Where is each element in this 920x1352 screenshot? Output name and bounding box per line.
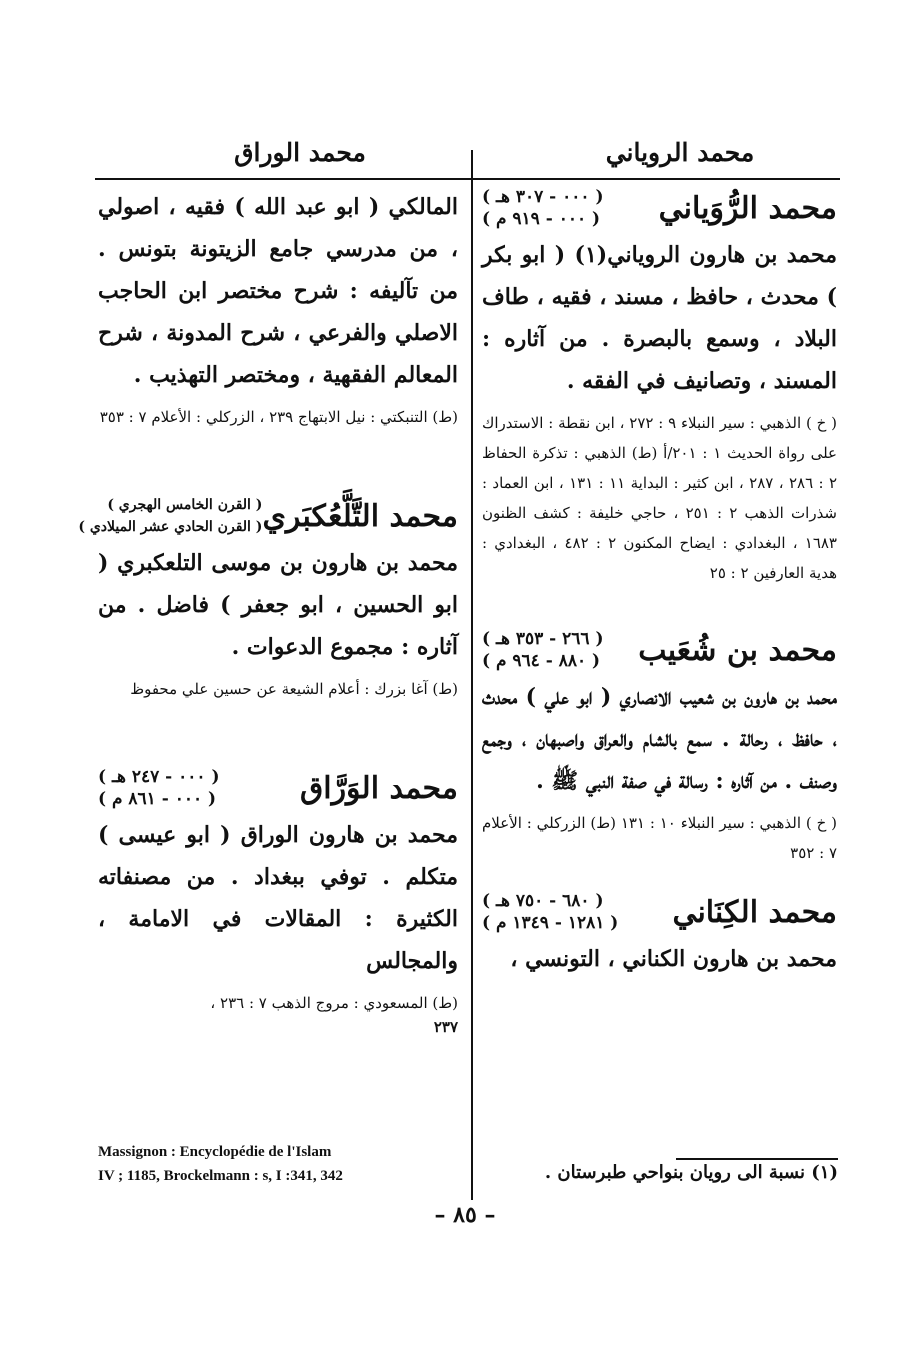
entry-references-tail: ٢٣٧ [433, 1018, 458, 1036]
entry-body: محمد بن هارون بن شعيب الانصاري ( ابو علي ) محدث ، حافظ ، رحالة . سمع بالشام والعراق واصبهان ، وجمع وصنف . من آثاره : رسالة في صفة النبي ﷺ . [482, 684, 837, 794]
entry-dates [482, 890, 618, 934]
entry-body: المالكي ( ابو عبد الله ) فقيه ، اصولي ، من مدرسي جامع الزيتونة بتونس . من تآليفه : شرح مختصر ابن الحاجب الاصلي والفرعي ، شرح المدونة ، شرح المعالم الفقهية ، ومختصر التهذيب . [98, 194, 458, 388]
entry-gap [98, 432, 458, 494]
entry-references: ( خ ) الذهبي : سير النبلاء ٩ : ٢٧٢ ، ابن نقطة : الاستدراك على رواة الحديث ١ : ٢٠١/أ (ط) الذهبي : تذكرة الحفاظ ٢ : ٢٨٦ ، ٢٨٧ ، ابن كثير : البداية ١١ : ١٣١ ، ابن العماد : شذرات الذهب ٢ : ٢٥١ ، حاجي خليفة : كشف الظنون ١٦٨٣ ، البغدادي : ايضاح المكنون ٢ : ٤٨٢ ، البغدادي : هدية العارفين ٢ : ٢٥ [482, 414, 838, 582]
dates-gregorian: ( ٠٠٠ - ٩١٩ م ) [482, 209, 601, 229]
entry-header [482, 186, 837, 230]
entry-rooyani [482, 186, 837, 588]
latin-reference-line-2: IV ; 1185, Brockelmann : s, I :341, 342 [98, 1168, 343, 1184]
running-head-right: محمد الروياني [605, 138, 755, 167]
left-column [78, 186, 458, 1036]
dates-hijri: ( ٠٠٠ - ٣٠٧ هـ ) [482, 187, 604, 207]
entry-body: محمد بن هارون بن موسى التلعكبري ( ابو الحسين ، ابو جعفر ) فاضل . من آثاره : مجموع الدعوات . [98, 550, 458, 660]
dates-hijri: ( ٦٨٠ - ٧٥٠ هـ ) [482, 891, 604, 911]
dates-gregorian: ( ٠٠٠ - ٨٦١ م ) [98, 789, 217, 809]
entry-gap [482, 868, 837, 890]
dates-hijri: ( القرن الخامس الهجري ) [107, 497, 263, 513]
entry-references: (ط) آغا بزرك : أعلام الشيعة عن حسين علي محفوظ [130, 680, 458, 698]
dates-gregorian: ( ٨٨٠ - ٩٦٤ م ) [482, 651, 601, 671]
entry-header [482, 628, 837, 672]
entry-dates [482, 628, 604, 672]
entry-talakbari [78, 494, 458, 704]
entry-warraq [98, 766, 458, 1036]
entry-dates [98, 766, 220, 810]
footnote-rule [676, 1158, 838, 1160]
entry-gap [482, 588, 837, 628]
entry-header [78, 494, 458, 538]
entry-body: محمد بن هارون الوراق ( ابو عيسى ) متكلم . توفي ببغداد . من مصنفاته الكثيرة : المقالات في الامامة ، والمجالس [98, 822, 458, 974]
entry-body: محمد بن هارون الكناني ، التونسي ، [510, 946, 837, 972]
entry-body: محمد بن هارون الروياني(١) ( ابو بكر ) محدث ، حافظ ، مسند ، فقيه ، طاف البلاد ، وسمع بالبصرة . من آثاره : المسند ، وتصانيف في الفقه . [482, 242, 837, 394]
latin-reference-line-1: Massignon : Encyclopédie de l'Islam [98, 1144, 332, 1160]
entry-header [482, 890, 837, 934]
dates-gregorian: ( ١٢٨١ - ١٣٤٩ م ) [482, 913, 619, 933]
entry-ibn-shuayb [482, 628, 837, 868]
entry-name: محمد التَّلَّعُكبَري [262, 498, 458, 534]
dates-gregorian: ( القرن الحادي عشر الميلادي ) [78, 519, 263, 535]
entry-dates [78, 494, 262, 538]
entry-dates [482, 186, 604, 230]
dates-hijri: ( ٢٦٦ - ٣٥٣ هـ ) [482, 629, 604, 649]
entry-name: محمد الوَرَّاق [299, 770, 458, 806]
column-divider [471, 150, 473, 1200]
right-column [482, 186, 837, 980]
entry-gap [98, 704, 458, 766]
entry-kinani [482, 890, 837, 980]
entry-references: (ط) التنبكتي : نيل الابتهاج ٢٣٩ ، الزركلي : الأعلام ٧ : ٣٥٣ [99, 408, 458, 426]
header-rule [95, 178, 840, 180]
footnote: (١) نسبة الى رويان بنواحي طبرستان . [544, 1162, 838, 1183]
entry-references: ( خ ) الذهبي : سير النبلاء ١٠ : ١٣١ (ط) الزركلي : الأعلام ٧ : ٣٥٢ [482, 814, 837, 862]
entry-header [98, 766, 458, 810]
entry-name: محمد الكِنَاني [672, 894, 837, 930]
dates-hijri: ( ٠٠٠ - ٢٤٧ هـ ) [98, 767, 220, 787]
entry-name: محمد بن شُعَيب [638, 632, 837, 668]
latin-reference [98, 1140, 458, 1188]
running-head-left: محمد الوراق [234, 138, 366, 167]
entry-references: (ط) المسعودي : مروج الذهب ٧ : ٢٣٦ ، [210, 994, 458, 1012]
page-number: – ٨٥ – [434, 1202, 496, 1228]
entry-name: محمد الرُّوَياني [658, 190, 837, 226]
entry-continuation [98, 186, 458, 432]
